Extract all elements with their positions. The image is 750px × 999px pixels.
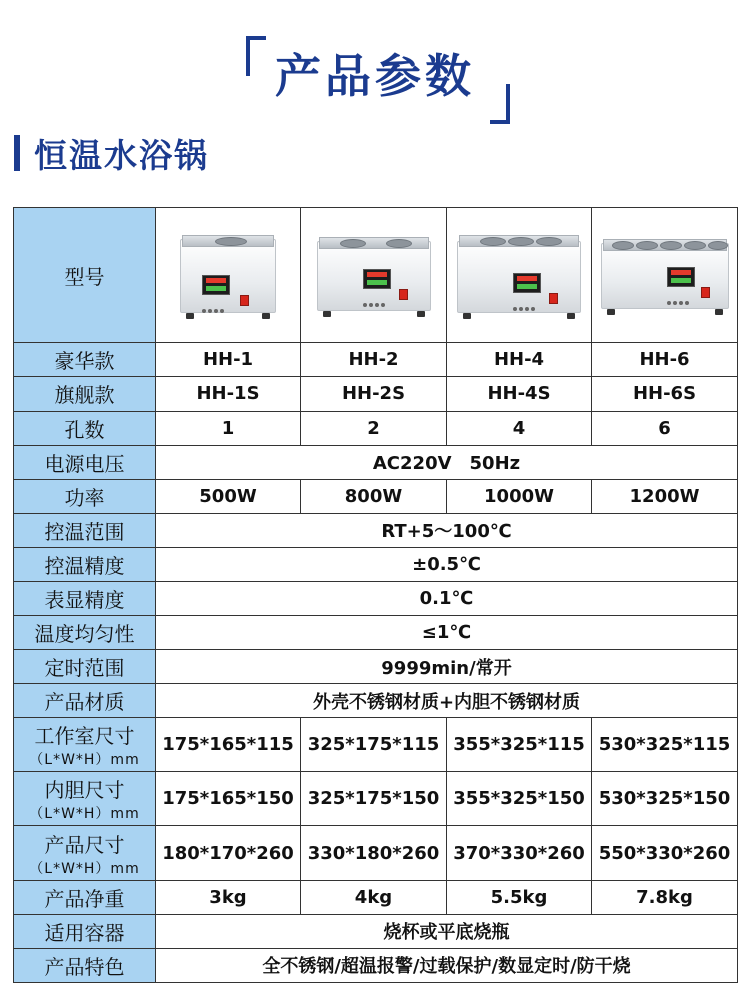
table-cell: 325*175*150	[301, 772, 447, 826]
table-cell: HH-1S	[156, 377, 301, 411]
table-cell: 175*165*115	[156, 718, 301, 772]
row-label: 产品材质	[14, 684, 156, 718]
table-cell: 1200W	[592, 479, 738, 513]
row-label: 定时范围	[14, 650, 156, 684]
row-unit: （L*W*H）mm	[29, 806, 140, 823]
table-cell: 3kg	[156, 880, 301, 914]
row-label: 控温范围	[14, 513, 156, 547]
table-cell: 4kg	[301, 880, 447, 914]
table-cell: 355*325*150	[447, 772, 592, 826]
table-cell: 370*330*260	[447, 826, 592, 880]
row-label: 电源电压	[14, 445, 156, 479]
table-row-material	[14, 684, 738, 718]
table-cell: 355*325*115	[447, 718, 592, 772]
table-cell-merged: ≤1℃	[156, 615, 738, 649]
table-cell: 330*180*260	[301, 826, 447, 880]
water-bath-2-hole-image	[317, 231, 431, 319]
table-cell-merged: 9999min/常开	[156, 650, 738, 684]
table-row-net-weight	[14, 880, 738, 914]
table-cell-merged: 烧杯或平底烧瓶	[156, 914, 738, 948]
table-cell: 530*325*150	[592, 772, 738, 826]
section-header	[14, 133, 209, 173]
table-cell: 1000W	[447, 479, 592, 513]
hero-banner	[0, 0, 750, 130]
table-cell: 530*325*115	[592, 718, 738, 772]
table-row-display-precision	[14, 581, 738, 615]
table-cell: HH-2S	[301, 377, 447, 411]
table-cell: 180*170*260	[156, 826, 301, 880]
row-label: 旗舰款	[14, 377, 156, 411]
row-label: 豪华款	[14, 343, 156, 377]
section-accent-bar	[14, 135, 20, 171]
table-row-liner-size	[14, 772, 738, 826]
table-cell: HH-2	[301, 343, 447, 377]
table-row-features	[14, 948, 738, 982]
row-label-with-unit	[14, 772, 156, 826]
table-cell: 7.8kg	[592, 880, 738, 914]
table-cell-merged: AC220V 50Hz	[156, 445, 738, 479]
table-row-model	[14, 208, 738, 343]
table-row-chamber-size	[14, 718, 738, 772]
row-label: 适用容器	[14, 914, 156, 948]
table-cell: HH-6	[592, 343, 738, 377]
row-label-with-unit	[14, 718, 156, 772]
table-row-timer	[14, 650, 738, 684]
table-cell-merged: 0.1℃	[156, 581, 738, 615]
table-row-voltage	[14, 445, 738, 479]
table-row-holes	[14, 411, 738, 445]
table-cell: 500W	[156, 479, 301, 513]
table-row-temp-precision	[14, 547, 738, 581]
row-label: 控温精度	[14, 547, 156, 581]
table-cell: 4	[447, 411, 592, 445]
water-bath-1-hole-image	[180, 229, 276, 321]
section-title: 恒温水浴锅	[34, 135, 209, 175]
table-row-temp-range	[14, 513, 738, 547]
row-label: 内胆尺寸	[44, 778, 125, 803]
table-cell: 6	[592, 411, 738, 445]
table-cell-merged: ±0.5℃	[156, 547, 738, 581]
table-row-product-size	[14, 826, 738, 880]
table-row-deluxe	[14, 343, 738, 377]
table-row-flagship	[14, 377, 738, 411]
row-label: 表显精度	[14, 581, 156, 615]
row-unit: （L*W*H）mm	[29, 860, 140, 877]
table-row-container	[14, 914, 738, 948]
table-cell: 800W	[301, 479, 447, 513]
table-cell: HH-6S	[592, 377, 738, 411]
row-label: 型号	[14, 208, 156, 343]
table-cell-merged: 外壳不锈钢材质+内胆不锈钢材质	[156, 684, 738, 718]
table-cell: 1	[156, 411, 301, 445]
table-cell-merged: RT+5～100℃	[156, 513, 738, 547]
table-cell: 550*330*260	[592, 826, 738, 880]
product-image-cell	[156, 208, 301, 343]
spec-table	[13, 207, 738, 983]
water-bath-4-hole-image	[457, 229, 581, 321]
table-row-power	[14, 479, 738, 513]
row-label: 功率	[14, 479, 156, 513]
table-cell: HH-4S	[447, 377, 592, 411]
table-row-uniformity	[14, 615, 738, 649]
table-cell: HH-1	[156, 343, 301, 377]
table-cell: 325*175*115	[301, 718, 447, 772]
row-unit: （L*W*H）mm	[29, 752, 140, 769]
page-title: 产品参数	[275, 49, 475, 103]
title-bracket-bottom-right	[490, 84, 510, 124]
table-cell: 5.5kg	[447, 880, 592, 914]
product-image-cell	[447, 208, 592, 343]
row-label: 产品净重	[14, 880, 156, 914]
table-cell: 2	[301, 411, 447, 445]
water-bath-6-hole-image	[601, 233, 729, 317]
row-label: 孔数	[14, 411, 156, 445]
row-label: 温度均匀性	[14, 615, 156, 649]
table-cell: HH-4	[447, 343, 592, 377]
row-label: 产品特色	[14, 948, 156, 982]
table-cell-merged: 全不锈钢/超温报警/过载保护/数显定时/防干烧	[156, 948, 738, 982]
product-image-cell	[592, 208, 738, 343]
product-image-cell	[301, 208, 447, 343]
row-label-with-unit	[14, 826, 156, 880]
row-label: 产品尺寸	[44, 832, 125, 857]
row-label: 工作室尺寸	[34, 724, 135, 749]
table-cell: 175*165*150	[156, 772, 301, 826]
